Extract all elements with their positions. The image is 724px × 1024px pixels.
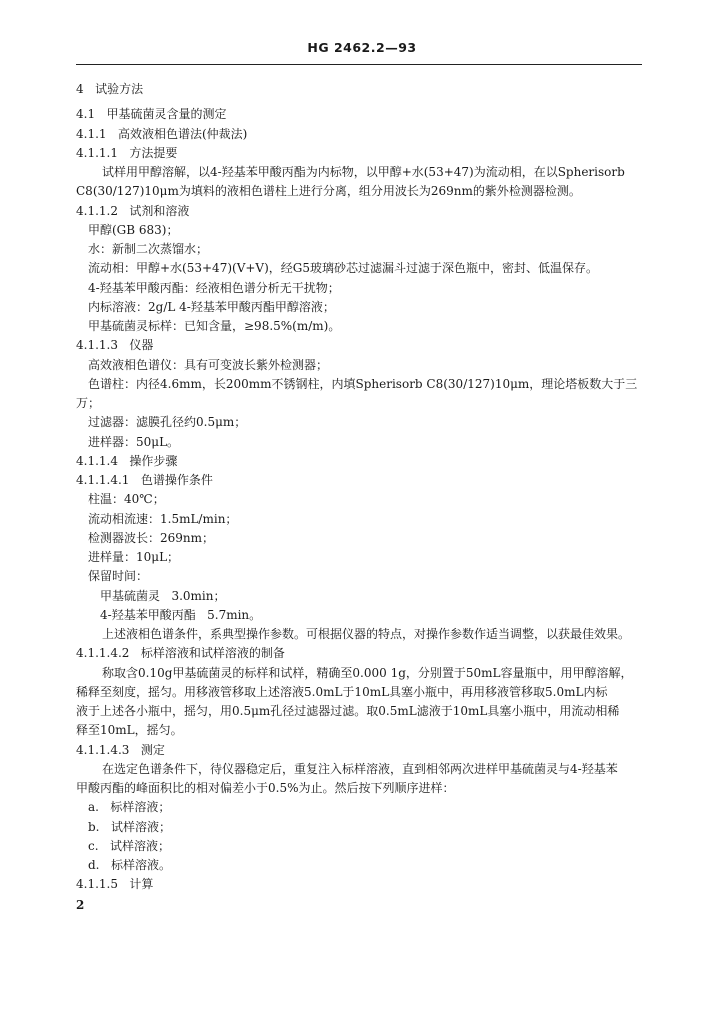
list-item: 万；: [76, 396, 101, 410]
header-rule: [76, 64, 642, 65]
list-item: 水：新制二次蒸馏水；: [88, 242, 209, 256]
list-item: 4-羟基苯甲酸丙酯：经液相色谱分析无干扰物；: [88, 280, 340, 295]
list-item: 甲醇(GB 683)；: [88, 222, 179, 237]
paragraph-line: 上述液相色谱条件，系典型操作参数。可根据仪器的特点，对操作参数作适当调整，以获最佳效果。: [102, 627, 631, 641]
section-heading: 4.1.1.4.2 标样溶液和试样溶液的制备: [76, 646, 285, 661]
list-item: 过滤器：滤膜孔径约0.5μm；: [88, 415, 247, 430]
list-item: 进样器：50μL。: [88, 434, 180, 449]
paragraph-line: 称取含0.10g甲基硫菌灵的标样和试样，精确至0.000 1g，分别置于50mL容量瓶中，用甲醇溶解，: [102, 665, 633, 680]
document-code-header: HG 2462.2—93: [307, 40, 417, 55]
paragraph-line: 液于上述各小瓶中，摇匀，用0.5μm孔径过滤器过滤。取0.5mL滤液于10mL具塞小瓶中，用流动相稀: [76, 704, 620, 718]
section-heading: 4.1.1.4.3 测定: [76, 742, 165, 757]
list-item: 检测器波长：269nm；: [88, 530, 215, 545]
section-heading: 4.1.1.4 操作步骤: [76, 453, 178, 468]
paragraph-line: 释至10mL，摇匀。: [76, 723, 183, 738]
list-item: 色谱柱：内径4.6mm，长200mm不锈钢柱，内填Spherisorb C8(30/127)10μm，理论塔板数大于三: [88, 376, 638, 391]
sequence-item: b. 试样溶液；: [88, 819, 171, 834]
section-heading: 4.1.1.3 仪器: [76, 338, 154, 353]
section-heading: 4 试验方法: [76, 82, 144, 96]
list-item: 流动相流速：1.5mL/min；: [88, 511, 238, 526]
sequence-item: d. 标样溶液。: [88, 858, 171, 872]
list-item: 进样量：10μL；: [88, 550, 180, 564]
section-heading: 4.1.1.1 方法提要: [76, 145, 178, 160]
sequence-item: c. 试样溶液；: [88, 838, 170, 853]
list-item: 流动相：甲醇+水(53+47)(V+V)，经G5玻璃砂芯过滤漏斗过滤于深色瓶中，密封、低温保存。: [88, 261, 598, 276]
retention-item: 4-羟基苯甲酸丙酯 5.7min。: [100, 607, 262, 622]
sequence-item: a. 标样溶液；: [88, 800, 171, 815]
retention-item: 甲基硫菌灵 3.0min；: [100, 588, 226, 603]
page-number: 2: [76, 898, 85, 912]
section-heading: 4.1.1 高效液相色谱法(仲裁法): [76, 126, 248, 141]
paragraph-line: 试样用甲醇溶解，以4-羟基苯甲酸丙酯为内标物，以甲醇+水(53+47)为流动相，在以Spherisorb: [102, 165, 625, 179]
list-item: 高效液相色谱仪：具有可变波长紫外检测器；: [88, 357, 329, 372]
list-item: 保留时间：: [88, 569, 149, 584]
paragraph-line: C8(30/127)10μm为填料的液相色谱柱上进行分离，组分用波长为269nm的紫外检测器检测。: [76, 184, 581, 199]
paragraph-line: 稀释至刻度，摇匀。用移液管移取上述溶液5.0mL于10mL具塞小瓶中，再用移液管移取5.0mL内标: [76, 684, 608, 699]
list-item: 柱温：40℃；: [88, 492, 165, 507]
paragraph-line: 在选定色谱条件下，待仪器稳定后，重复注入标样溶液，直到相邻两次进样甲基硫菌灵与4-羟基苯: [102, 761, 618, 776]
section-heading: 4.1 甲基硫菌灵含量的测定: [76, 107, 227, 122]
list-item: 甲基硫菌灵标样：已知含量，≥98.5%(m/m)。: [88, 319, 341, 333]
section-heading: 4.1.1.5 计算: [76, 877, 154, 892]
section-heading: 4.1.1.4.1 色谱操作条件: [76, 473, 213, 487]
paragraph-line: 甲酸丙酯的峰面积比的相对偏差小于0.5%为止。然后按下列顺序进样：: [76, 781, 455, 795]
section-heading: 4.1.1.2 试剂和溶液: [76, 203, 190, 218]
list-item: 内标溶液：2g/L 4-羟基苯甲酸丙酯甲醇溶液；: [88, 299, 335, 314]
document-body: [76, 80, 642, 895]
